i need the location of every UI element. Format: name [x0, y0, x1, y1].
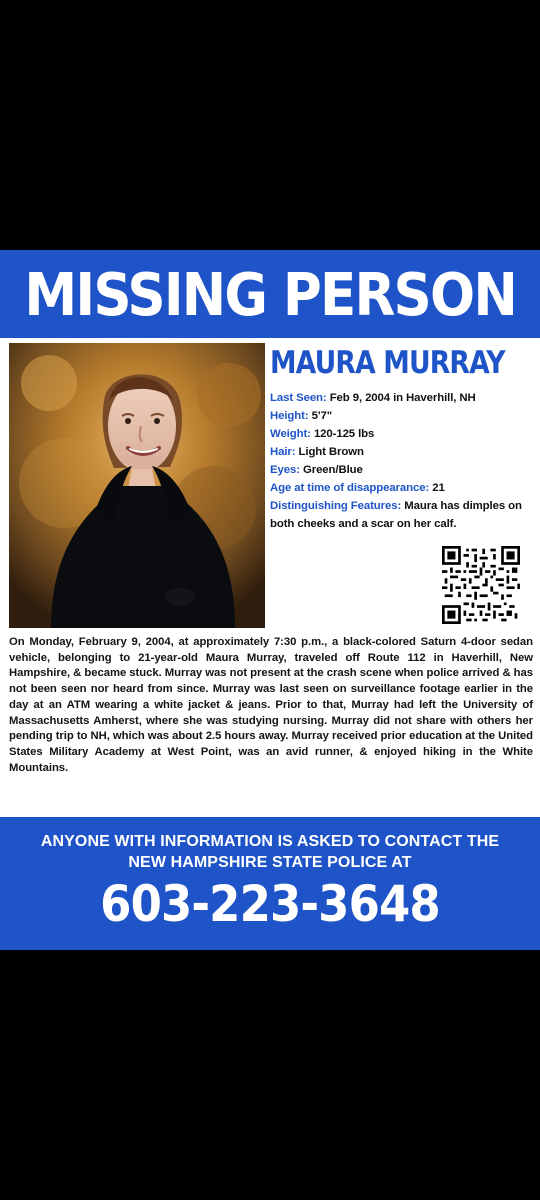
case-summary: On Monday, February 9, 2004, at approximately 7:30 p.m., a black-colored Saturn 4-door sedan vehicle, belonging to 21-year-old Maura Murray, traveled off Route 112 in Haverhill, New Hampshire, & became stuck. Murray was not present at the crash scene when police arrived & has not been seen nor heard from since. Murray was last seen on surveillance footage earlier in the day at an ATM wearing a white jacket & jeans. Prior to that, Murray had left the University of Massachusetts Amherst, where she was studying nursing. Murray did not share with others her pending trip to NH, which was about 2.5 hours away. Murray received prior education at the United States Military Academy at West Point, was an avid runner, & enjoyed hiking in the White Mountains. [9, 636, 533, 774]
last-seen-value: Feb 9, 2004 in Haverhill, NH [329, 392, 476, 404]
distinguishing-features-fact [270, 497, 532, 533]
last-seen-label: Last Seen: [270, 392, 327, 404]
subject-photo [9, 343, 265, 628]
height-fact [270, 407, 532, 425]
height-label: Height: [270, 410, 309, 422]
eyes-value: Green/Blue [302, 464, 363, 476]
hair-label: Hair: [270, 446, 296, 458]
contact-footer [0, 817, 540, 950]
eyes-label: Eyes: [270, 464, 300, 476]
weight-value: 120-125 lbs [313, 428, 375, 440]
height-value: 5'7" [311, 410, 332, 422]
header-band [0, 250, 540, 338]
eyes-fact [270, 461, 532, 479]
poster-title: MISSING PERSON [24, 259, 516, 329]
age-label: Age at time of disappearance: [270, 482, 430, 494]
missing-person-poster [0, 250, 540, 950]
distinguishing-features-value: Maura has dimples on both cheeks and a scar on her calf. [270, 500, 522, 530]
age-value: 21 [432, 482, 445, 494]
phone-number[interactable]: 603-223-3648 [100, 875, 440, 933]
weight-label: Weight: [270, 428, 311, 440]
hair-fact [270, 443, 532, 461]
last-seen-fact [270, 389, 532, 407]
details-panel [270, 346, 532, 533]
person-name: MAURA MURRAY [270, 345, 505, 381]
contact-line-1: ANYONE WITH INFORMATION IS ASKED TO CONTACT THE [40, 833, 500, 850]
weight-fact [270, 425, 532, 443]
contact-line-2: NEW HAMPSHIRE STATE POLICE AT [128, 854, 412, 871]
hair-value: Light Brown [298, 446, 364, 458]
distinguishing-features-label: Distinguishing Features: [270, 500, 402, 512]
qr-code-icon[interactable] [442, 546, 520, 624]
age-fact [270, 479, 532, 497]
